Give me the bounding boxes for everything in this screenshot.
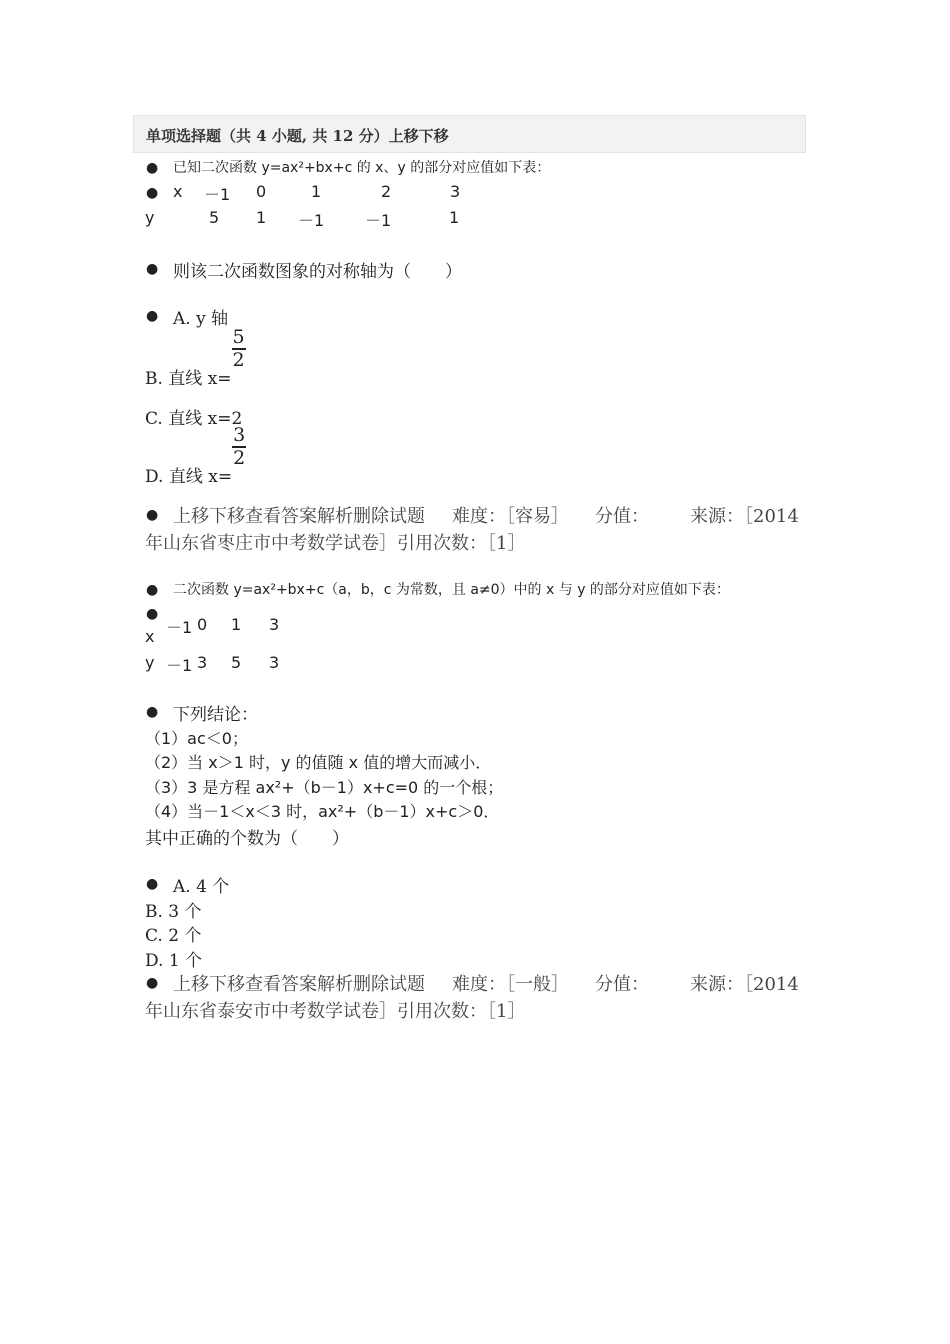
fraction-numerator: 3: [233, 424, 246, 446]
section-title-row: [146, 125, 449, 146]
bullet-icon: ●: [146, 160, 159, 176]
q1-table-x-cell: 3: [450, 182, 461, 201]
q2-option-d: D. 1 个: [145, 951, 203, 971]
q1-difficulty: 难度：［容易］: [452, 506, 569, 527]
q2-table-y-label: y: [145, 653, 155, 672]
bullet-icon: ●: [146, 507, 159, 523]
q2-table-y-cell: 5: [231, 653, 242, 672]
q2-move-up-link[interactable]: 上移: [173, 974, 209, 995]
q2-view-answer-link[interactable]: 查看答案解析: [245, 974, 353, 995]
bullet-icon: ●: [146, 261, 159, 277]
q1-table-x-cell: 0: [256, 182, 267, 201]
section-header: [133, 115, 806, 153]
q1-table-y-cell: －1: [298, 211, 325, 230]
q1-table-y-cell: 1: [449, 208, 460, 227]
q2-table-y-cell: 3: [197, 653, 208, 672]
q1-table-y-cell: 5: [209, 208, 220, 227]
q2-source: 来源：［2014: [690, 974, 799, 995]
bullet-icon: ●: [146, 582, 159, 598]
section-title: 单项选择题（共 4 小题, 共 12 分）: [146, 127, 389, 145]
q2-question: 其中正确的个数为（ ）: [145, 829, 349, 849]
q1-table-y-label: y: [145, 208, 155, 227]
q1-table-x-cell: －1: [204, 185, 231, 204]
q1-table-y-cell: －1: [365, 211, 392, 230]
q1-table-y-cell: 1: [256, 208, 267, 227]
q1-source: 来源：［2014: [690, 506, 799, 527]
q2-conclusion: （3）3 是方程 ax²+（b－1）x+c=0 的一个根；: [145, 778, 504, 797]
q1-option-b-label: B. 直线 x=: [145, 368, 232, 389]
q2-conclusion: （1）ac＜0；: [145, 729, 248, 748]
q1-option-b: [145, 326, 246, 389]
fraction: [232, 426, 246, 468]
q1-score: 分值：: [595, 506, 649, 527]
section-move-down-link[interactable]: 下移: [418, 127, 449, 145]
q2-conclusion: （4）当－1＜x＜3 时，ax²+（b－1）x+c＞0．: [145, 802, 500, 821]
q2-option-b: B. 3 个: [145, 902, 202, 922]
q2-delete-link[interactable]: 删除试题: [353, 974, 425, 995]
fraction: [232, 328, 246, 370]
q1-table-x-label: x: [173, 182, 183, 201]
q1-option-a: A. y 轴: [173, 309, 229, 329]
q2-stem: 二次函数 y=ax²+bx+c（a，b，c 为常数，且 a≠0）中的 x 与 y 的部分对应值如下表：: [173, 582, 730, 598]
q2-score: 分值：: [595, 974, 649, 995]
q1-view-answer-link[interactable]: 查看答案解析: [245, 506, 353, 527]
q2-table-y-cell: －1: [166, 656, 193, 675]
q2-table-x-cell: 1: [231, 615, 242, 634]
q2-conclusions-title: 下列结论：: [173, 705, 258, 725]
q2-action-row: [173, 970, 425, 996]
bullet-icon: ●: [146, 308, 159, 324]
q1-action-row: [173, 502, 425, 528]
section-move-up-link[interactable]: 上移: [388, 127, 419, 145]
q2-table-y-cell: 3: [269, 653, 280, 672]
q2-table-x-cell: 3: [269, 615, 280, 634]
q2-table-x-cell: －1: [166, 618, 193, 637]
q1-source-cont: 年山东省枣庄市中考数学试卷］引用次数：［1］: [145, 533, 526, 554]
q2-conclusion: （2）当 x＞1 时，y 的值随 x 值的增大而减小．: [145, 753, 492, 772]
fraction-denominator: 2: [232, 349, 245, 371]
q2-table-x-cell: 0: [197, 615, 208, 634]
q1-move-up-link[interactable]: 上移: [173, 506, 209, 527]
q2-option-a: A. 4 个: [173, 877, 230, 897]
q2-option-c: C. 2 个: [145, 926, 202, 946]
bullet-icon: ●: [146, 876, 159, 892]
q2-table-x-label: x: [145, 627, 155, 646]
q1-stem: 已知二次函数 y=ax²+bx+c 的 x、y 的部分对应值如下表：: [173, 160, 551, 176]
q1-option-d-label: D. 直线 x=: [145, 466, 233, 487]
bullet-icon: ●: [146, 606, 159, 622]
bullet-icon: ●: [146, 185, 159, 201]
q1-option-d: [145, 424, 246, 487]
q1-move-down-link[interactable]: 下移: [209, 506, 245, 527]
bullet-icon: ●: [146, 975, 159, 991]
q1-delete-link[interactable]: 删除试题: [353, 506, 425, 527]
q1-table-x-cell: 1: [311, 182, 322, 201]
q1-question: 则该二次函数图象的对称轴为（ ）: [173, 262, 462, 282]
fraction-denominator: 2: [233, 447, 246, 469]
q2-difficulty: 难度：［一般］: [452, 974, 569, 995]
q1-option-c: C. 直线 x=2: [145, 409, 243, 429]
bullet-icon: ●: [146, 704, 159, 720]
q2-source-cont: 年山东省泰安市中考数学试卷］引用次数：［1］: [145, 1001, 526, 1022]
q1-table-x-cell: 2: [381, 182, 392, 201]
fraction-numerator: 5: [232, 326, 245, 348]
q2-move-down-link[interactable]: 下移: [209, 974, 245, 995]
